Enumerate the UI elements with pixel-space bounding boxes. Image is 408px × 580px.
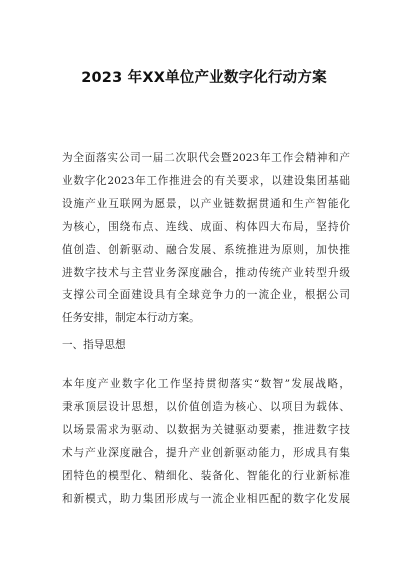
- paragraph-line: 进数字技术与主营业务深度融合，推动传统产业转型升级: [62, 266, 350, 279]
- paragraph-line: 支撑公司全面建设具有全球竞争力的一流企业，根据公司: [62, 289, 350, 302]
- paragraph-line: 本年度产业数字化工作坚持贯彻落实“数智”发展战略，: [62, 378, 350, 390]
- document-title: 2023 年XX单位产业数字化行动方案: [81, 70, 327, 86]
- paragraph-line: 值创造、创新驱动、融合发展、系统推进为原则，加快推: [62, 243, 350, 256]
- paragraph-line: 设施产业互联网为愿景，以产业链数据贯通和生产智能化: [62, 197, 350, 210]
- paragraph-line: 为核心，围绕布点、连线、成面、构体四大布局，坚持价: [62, 220, 350, 233]
- intro-paragraph: [62, 147, 350, 330]
- section-heading: 一、指导思想: [62, 339, 126, 351]
- paragraph-line: 秉承顶层设计思想，以价值创造为核心、以项目为载体、: [62, 400, 350, 413]
- paragraph-line: 为全面落实公司一届二次职代会暨2023年工作会精神和产: [62, 152, 350, 164]
- paragraph-line: 术与产业深度融合，提升产业创新驱动能力，形成具有集: [62, 446, 350, 459]
- section-paragraph: [62, 373, 350, 510]
- paragraph-line: 业数字化2023年工作推进会的有关要求，以建设集团基础: [62, 174, 350, 187]
- paragraph-line: 团特色的模型化、精细化、装备化、智能化的行业新标准: [62, 469, 350, 482]
- paragraph-line: 任务安排，制定本行动方案。: [62, 312, 200, 325]
- paragraph-line: 和新模式，助力集团形成与一流企业相匹配的数字化发展: [62, 492, 350, 505]
- paragraph-line: 以场景需求为驱动、以数据为关键驱动要素，推进数字技: [62, 423, 350, 436]
